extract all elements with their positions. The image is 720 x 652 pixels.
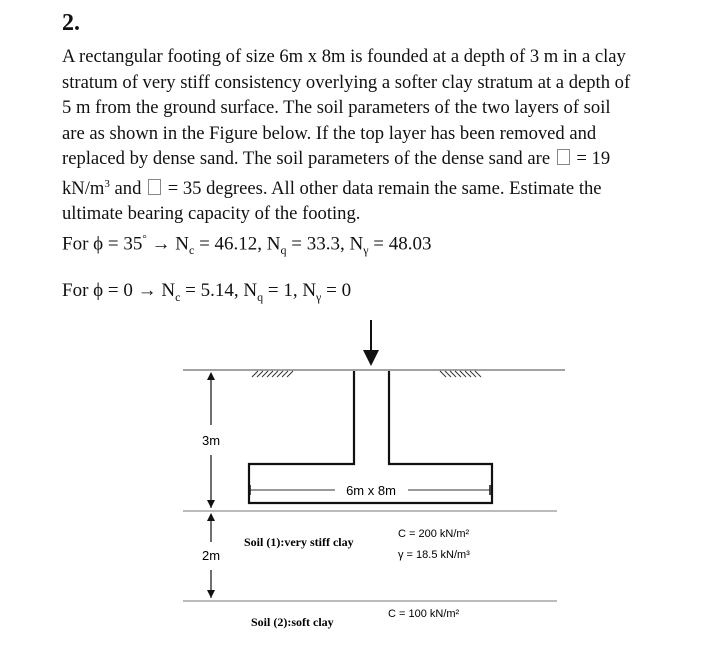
depth-2m-label: 2m bbox=[201, 548, 221, 563]
footing-diagram bbox=[0, 318, 720, 652]
equation-phi-0: For $\phi = 0 \to N_c = 5.14$, $N_q = 1$, $N_\gamma = 0$ bbox=[62, 280, 352, 304]
soil1-cohesion: C = 200 kN/m² bbox=[398, 528, 470, 540]
equation-phi-35: For $\phi = 35^\circ \to N_c = 46.12$, $N_q = 33.3$, $N_\gamma = 48.03$ bbox=[62, 233, 432, 258]
soil1-unit-weight: γ = 18.5 kN/m³ bbox=[398, 549, 470, 561]
question-line: are as shown in the Figure below. If the top layer has been removed and bbox=[62, 122, 597, 144]
question-line: stratum of very stiff consistency overlying a softer clay stratum at a depth of bbox=[62, 71, 631, 93]
missing-symbol-box bbox=[557, 149, 570, 165]
depth-3m-label: 3m bbox=[201, 433, 221, 448]
question-text bbox=[62, 44, 672, 227]
soil2-cohesion: C = 100 kN/m² bbox=[388, 608, 460, 620]
question-line: $kN/m^3$ and = 35 degrees. All other data remain the same. Estimate the bbox=[62, 177, 602, 199]
question-line: 5 m from the ground surface. The soil parameters of the two layers of soil bbox=[62, 97, 611, 118]
question-number: 2. bbox=[62, 10, 80, 36]
soil1-label: Soil (1):very stiff clay bbox=[244, 535, 354, 549]
missing-symbol-box bbox=[148, 179, 161, 195]
ground-hatching bbox=[252, 371, 481, 377]
question-line: ultimate bearing capacity of the footing. bbox=[62, 203, 361, 225]
footing-size-label: 6m x 8m bbox=[346, 483, 396, 498]
question-line: A rectangular footing of size 6m x 8m is founded at a depth of 3 m in a clay bbox=[62, 46, 626, 67]
question-line: replaced by dense sand. The soil parameters of the dense sand are = 19 bbox=[62, 148, 611, 169]
soil2-label: Soil (2):soft clay bbox=[251, 615, 334, 629]
